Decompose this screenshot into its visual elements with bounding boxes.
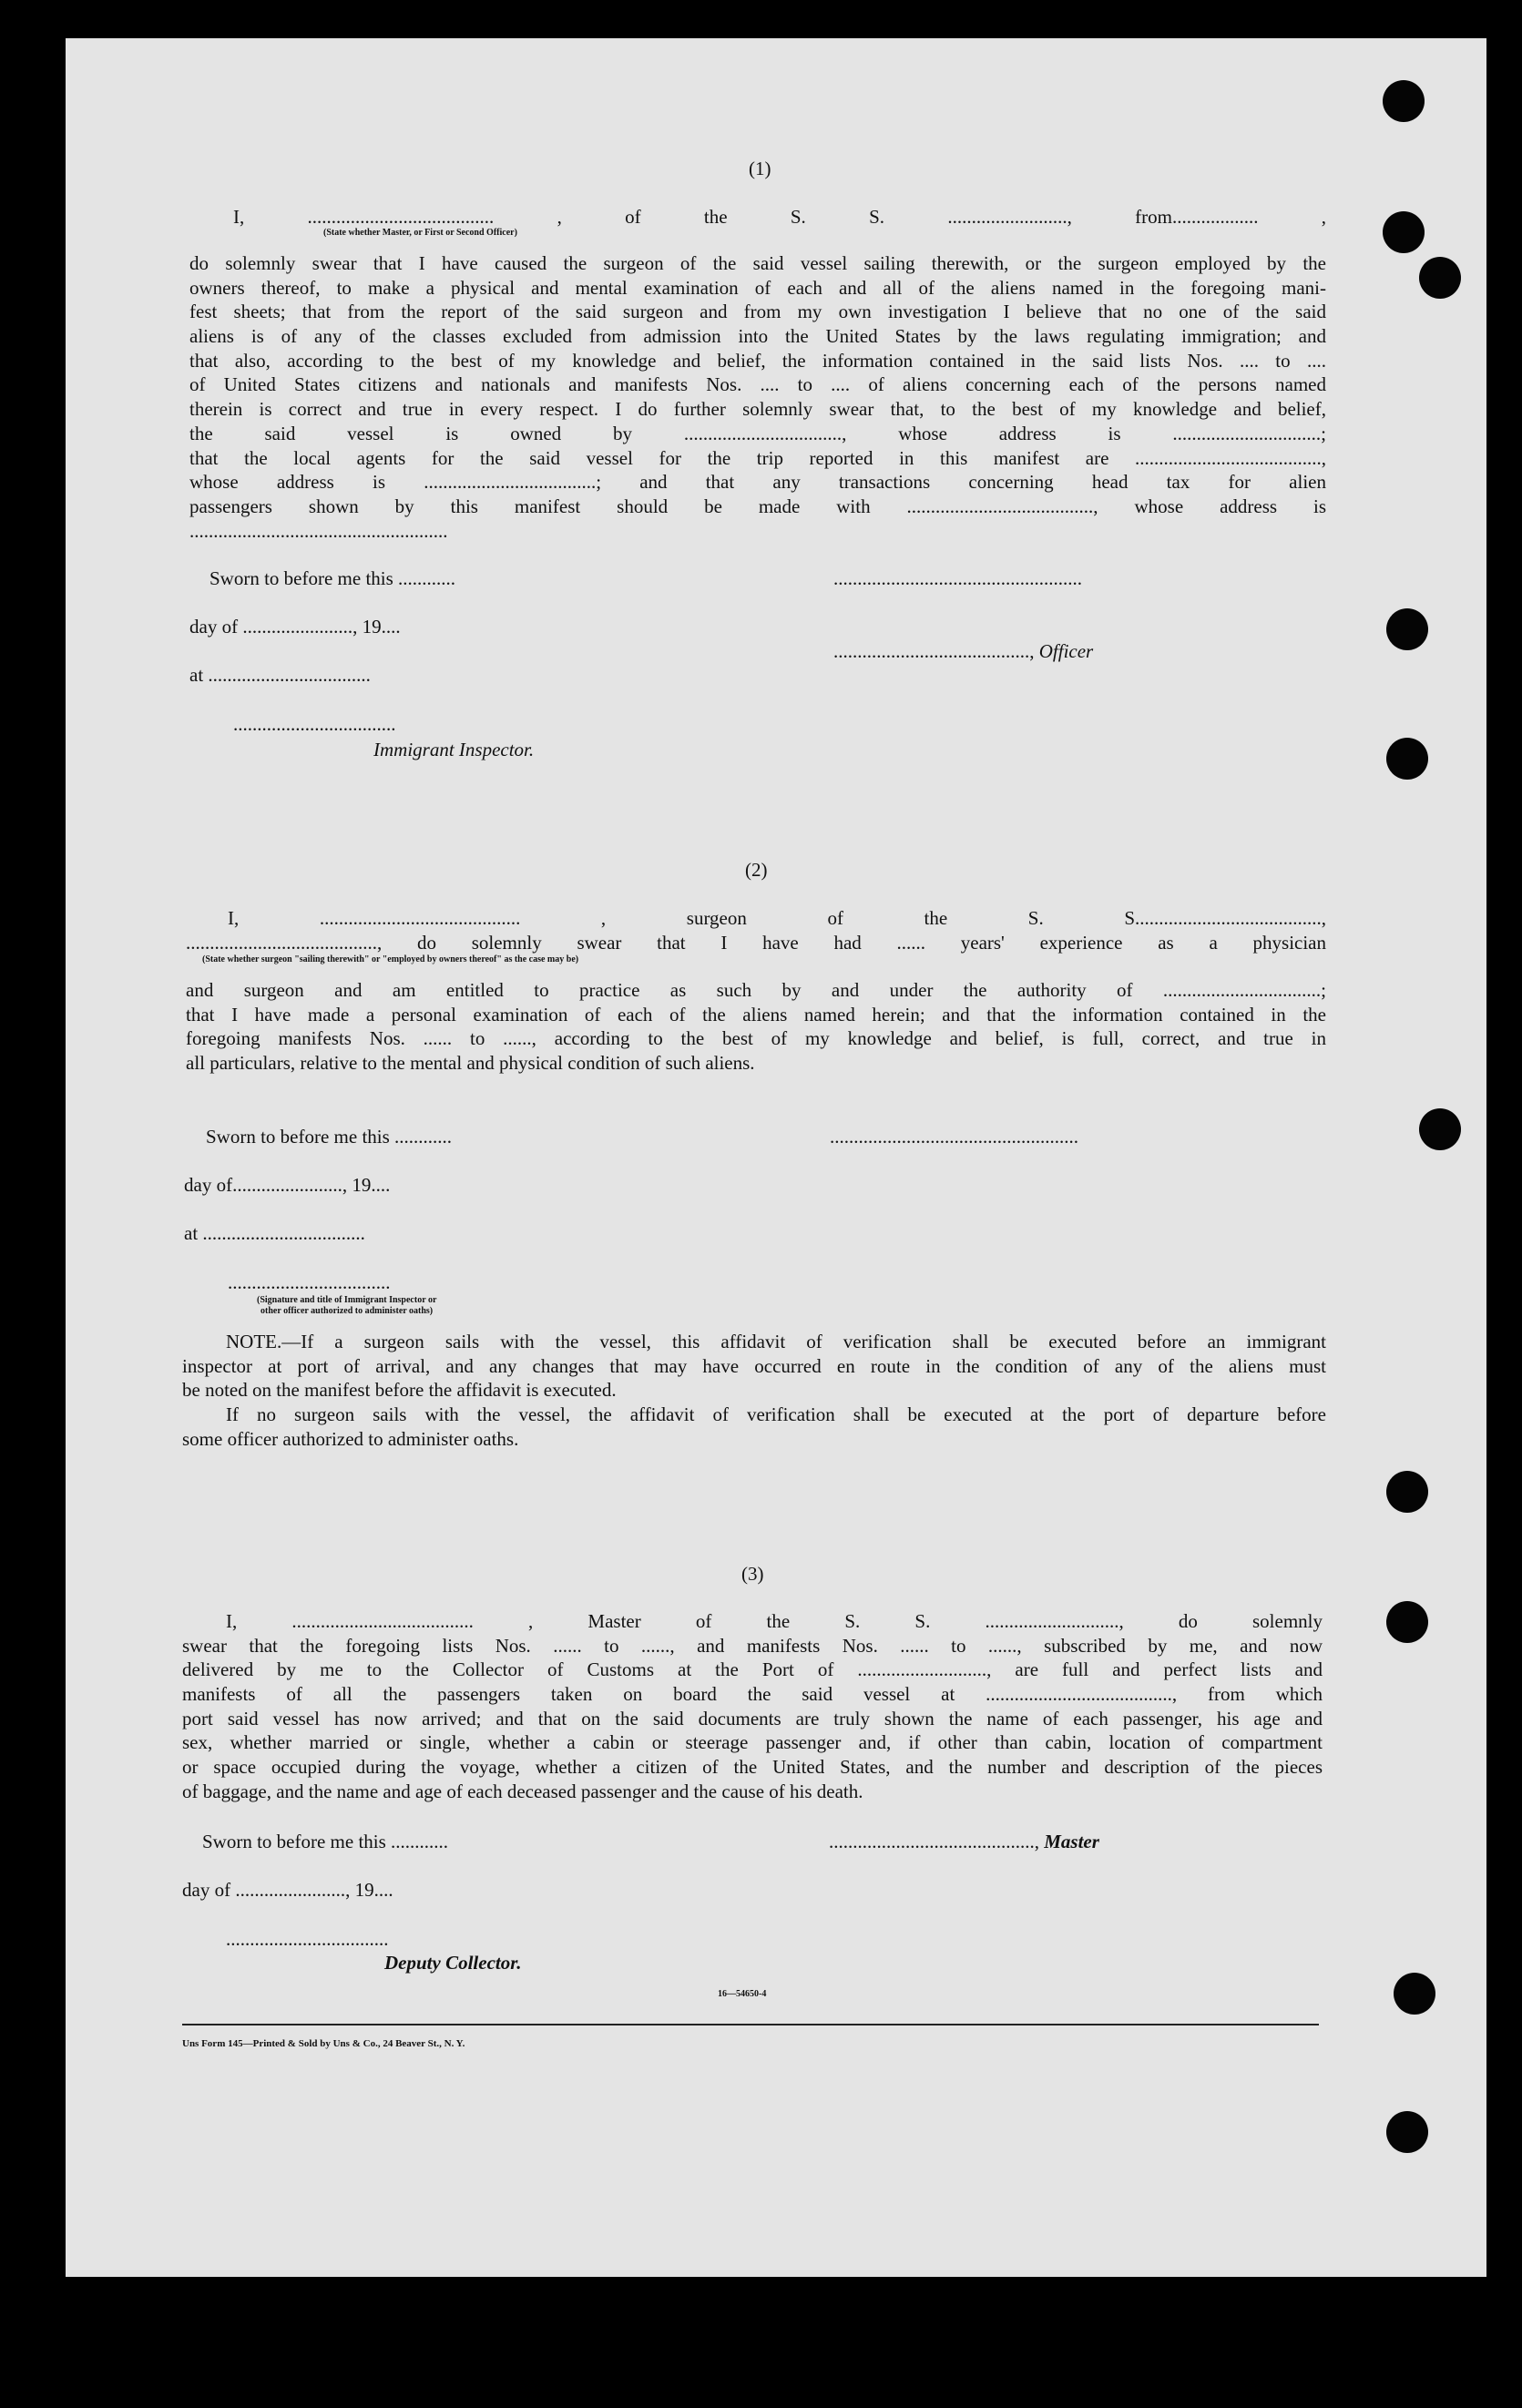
affidavit-line: whose address is ....................................; and that any transactions concerning head tax for alien [189,471,1326,494]
section-1-sworn-line: Sworn to before me this ............ [209,567,456,589]
binder-hole [1419,1108,1461,1150]
affidavit-line: the said vessel is owned by ................................., whose address is ...............................; [189,422,1326,444]
section-2-number: (2) [745,859,768,881]
officer-dots: ........................................., [833,640,1039,662]
section-2-second-line: ........................................, do solemnly swear that I have had ...... years' experience as a physician [186,932,1326,954]
section-3-number: (3) [741,1563,764,1585]
binder-hole [1383,211,1425,253]
section-1-inspector-dots: .................................. [233,713,396,735]
section-3-sworn-line: Sworn to before me this ............ [202,1831,449,1852]
binder-hole [1386,2111,1428,2153]
section-2-note [182,1330,1326,1451]
note-line: inspector at port of arrival, and any changes that may have occurred en route in the condition of any of the aliens must [182,1354,1326,1377]
affidavit-line: sex, whether married or single, whether a cabin or steerage passenger and, if other than cabin, location of compartment [182,1731,1323,1754]
binder-hole [1386,1601,1428,1643]
footer-divider [182,2024,1319,2025]
form-code: 16—54650-4 [718,1989,767,1999]
section-3-collector-label: Deputy Collector. [384,1952,522,1974]
binder-hole [1419,257,1461,299]
section-2-at-line: at .................................. [184,1222,365,1244]
note-line: If no surgeon sails with the vessel, the affidavit of verification shall be executed at the port of departure before [226,1403,1326,1426]
section-2-signature-note: (Signature and title of Immigrant Inspector or [257,1295,437,1305]
binder-hole [1383,80,1425,122]
section-1-number: (1) [749,158,771,179]
section-3-collector-dots: .................................. [226,1928,389,1950]
affidavit-line: that I have made a personal examination of each of the aliens named herein; and that the information contained in the [186,1003,1326,1025]
section-2-affidavit-body [186,978,1326,1076]
affidavit-line: fest sheets; that from the report of the said surgeon and from my own investigation I believe that no one of the said [189,301,1326,323]
binder-hole [1394,1973,1435,2015]
affidavit-line: or space occupied during the voyage, whether a citizen of the United States, and the number and description of the pieces [182,1756,1323,1779]
affidavit-line: and surgeon and am entitled to practice as such by and under the authority of .................................; [186,979,1326,1001]
section-2-sworn-line: Sworn to before me this ............ [206,1126,453,1148]
section-2-signature-note: other officer authorized to administer oaths) [260,1306,434,1316]
affidavit-line: all particulars, relative to the mental and physical condition of such aliens. [186,1052,755,1075]
section-2-opening-line: I, .......................................... , surgeon of the S. S......................................., [228,907,1326,929]
section-2-surgeon-note: (State whether surgeon "sailing therewith" or "employed by owners thereof" as the case may be) [202,954,579,964]
affidavit-line: delivered by me to the Collector of Customs at the Port of ..........................., are full and perfect lists and [182,1658,1323,1681]
note-line: be noted on the manifest before the affidavit is executed. [182,1379,617,1402]
affidavit-line: of baggage, and the name and age of each deceased passenger and the cause of his death. [182,1780,863,1802]
affidavit-line: therein is correct and true in every respect. I do further solemnly swear that, to the best of my knowledge and belief, [189,398,1326,421]
section-1-at-line: at .................................. [189,664,371,686]
section-1-day-line: day of ......................., 19.... [189,616,401,638]
affidavit-line: foregoing manifests Nos. ...... to ......, according to the best of my knowledge and belief, is full, correct, and true in [186,1027,1326,1050]
affidavit-line: that also, according to the best of my knowledge and belief, the information contained in the said lists Nos. .... to .... [189,349,1326,372]
section-2-signature-line: .................................. [228,1271,391,1293]
affidavit-line: I, ...................................... , Master of the S. S. ............................, do solemnly [226,1610,1323,1632]
affidavit-line: of United States citizens and nationals and manifests Nos. .... to .... of aliens concerning each of the persons named [189,373,1326,396]
affidavit-line: manifests of all the passengers taken on board the said vessel at ......................................., from which [182,1683,1323,1706]
section-3-day-line: day of ......................., 19.... [182,1879,393,1901]
section-3-master-line [829,1830,1099,1854]
master-label: Master [1044,1831,1099,1852]
affidavit-line: do solemnly swear that I have caused the surgeon of the said vessel sailing therewith, or the surgeon employed by the [189,252,1326,274]
binder-hole [1386,738,1428,780]
affidavit-line: swear that the foregoing lists Nos. ...... to ......, and manifests Nos. ...... to ......, subscribed by me, and now [182,1634,1323,1657]
affidavit-line: port said vessel has now arrived; and that on the said documents are truly shown the name of each passenger, his age and [182,1707,1323,1729]
affidavit-line: ...................................................... [189,519,448,542]
printer-footer: Uns Form 145—Printed & Sold by Uns & Co., 24 Beaver St., N. Y. [182,2038,465,2049]
binder-hole [1386,1471,1428,1513]
master-dots: ..........................................., [829,1831,1045,1852]
section-1-inspector-label: Immigrant Inspector. [373,739,535,760]
section-1-signature-dots: .................................................... [833,567,1082,589]
section-1-officer-note: (State whether Master, or First or Second Officer) [323,228,517,238]
officer-label: Officer [1038,640,1094,662]
section-1-affidavit-body [189,251,1326,543]
binder-hole [1386,608,1428,650]
section-2-day-line: day of......................., 19.... [184,1174,391,1196]
section-1-opening-line: I, ....................................... , of the S. S. ........................., from.................. , [233,206,1326,228]
affidavit-line: aliens is of any of the classes excluded from admission into the United States by the laws regulating immigration; and [189,325,1326,348]
section-1-officer-line [833,639,1093,664]
section-2-signature-dots: .................................................... [830,1126,1078,1148]
section-3-affidavit-body [182,1609,1323,1804]
note-line: NOTE.—If a surgeon sails with the vessel, this affidavit of verification shall be executed before an immigrant [226,1331,1326,1352]
affidavit-line: owners thereof, to make a physical and mental examination of each and all of the aliens named in the foregoing mani- [189,276,1326,299]
note-line: some officer authorized to administer oaths. [182,1427,519,1450]
affidavit-line: that the local agents for the said vessel for the trip reported in this manifest are ......................................., [189,446,1326,469]
affidavit-line: passengers shown by this manifest should be made with ......................................., whose address is [189,495,1326,517]
